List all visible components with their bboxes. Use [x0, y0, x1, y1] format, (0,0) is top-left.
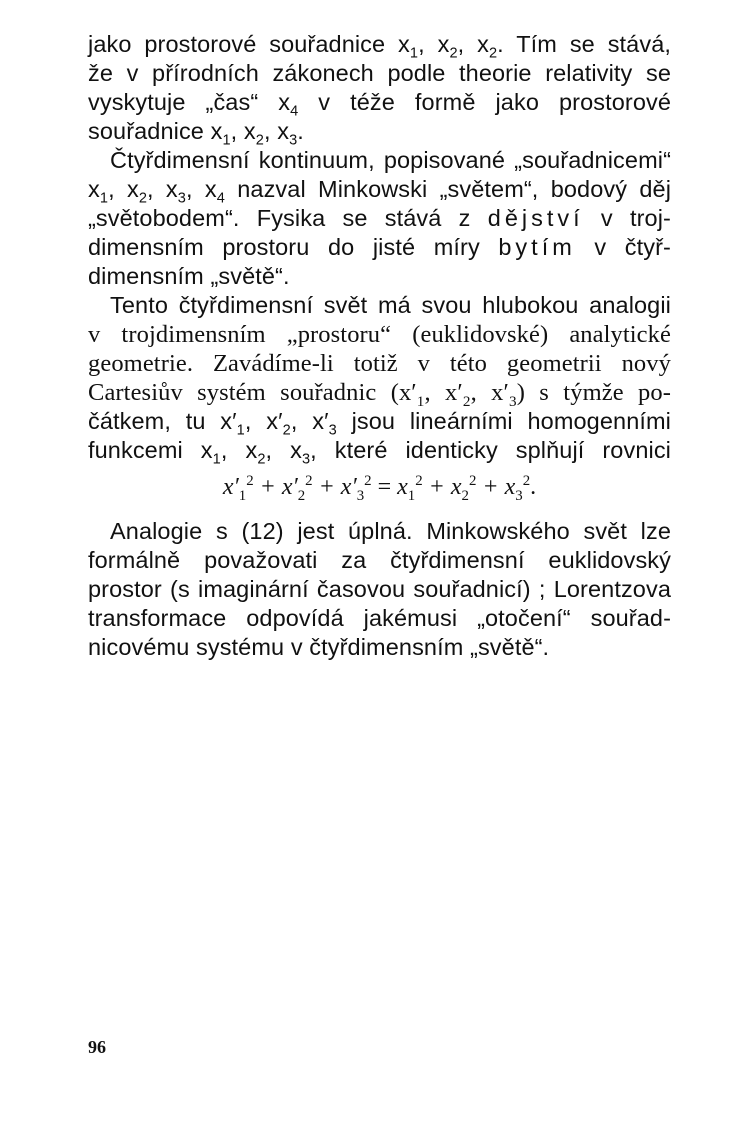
text-line: Čtyřdimensní kontinuum, popisované „souřadnicemi“: [110, 147, 671, 173]
text-line: prostor (s imaginární časovou souřadnicí) ; Lorentzova: [88, 576, 671, 602]
text-line: $x_1$, $x_2$, $x_3$, $x_4$ nazval Minkowski „světem“, bodový děj: [88, 176, 672, 207]
spaced-word: dějství: [487, 205, 584, 231]
text-line: geometrie. Zavádíme-li totiž v této geometrii nový: [88, 350, 671, 377]
text-line: dimensním „světě“.: [88, 263, 290, 289]
text-line: Analogie s (12) jest úplná. Minkowského svět lze: [110, 518, 671, 544]
text-line: formálně považovati za čtyřdimensní euklidovský: [88, 547, 671, 573]
text-line: funkcemi $x_1$, $x_2$, $x_3$, které identicky splňují rovnici: [88, 437, 671, 468]
equation: $x'_1^2 + x'_2^2 + x'_3^2 = x_1^2 + x_2^2 + x_3^2$.: [222, 473, 537, 504]
text-line: nicovému systému v čtyřdimensním „světě“.: [88, 634, 550, 660]
text-line: čátkem, tu $x'_1$, $x'_2$, $x'_3$ jsou lineárními homogenními: [88, 408, 671, 439]
text-line: vyskytuje „čas“ $x_4$ v téže formě jako prostorové: [88, 89, 672, 120]
text-line: že v přírodních zákonech podle theorie relativity se: [88, 60, 671, 86]
text-line: transformace odpovídá jakémusi „otočení“ souřad-: [88, 605, 671, 631]
text-line: „světobodem“. Fysika se stává z dějství v troj-: [88, 205, 671, 231]
text-line: dimensním prostoru do jisté míry bytím v čtyř-: [88, 234, 671, 260]
page-text: [88, 30, 671, 662]
text-line: v trojdimensním „prostoru“ (euklidovské) analytické: [88, 321, 671, 348]
page-number: 96: [88, 1037, 106, 1057]
spaced-word: bytím: [498, 234, 576, 260]
text-line: Cartesiův systém souřadnic ($x'_1$, $x'_2$, $x'_3$) s týmže po-: [88, 379, 671, 410]
text-line: Tento čtyřdimensní svět má svou hlubokou analogii: [110, 292, 671, 318]
text-line: jako prostorové souřadnice $x_1$, $x_2$, $x_2$. Tím se stává,: [88, 31, 671, 62]
text-line: souřadnice $x_1$, $x_2$, $x_3$.: [88, 118, 304, 149]
